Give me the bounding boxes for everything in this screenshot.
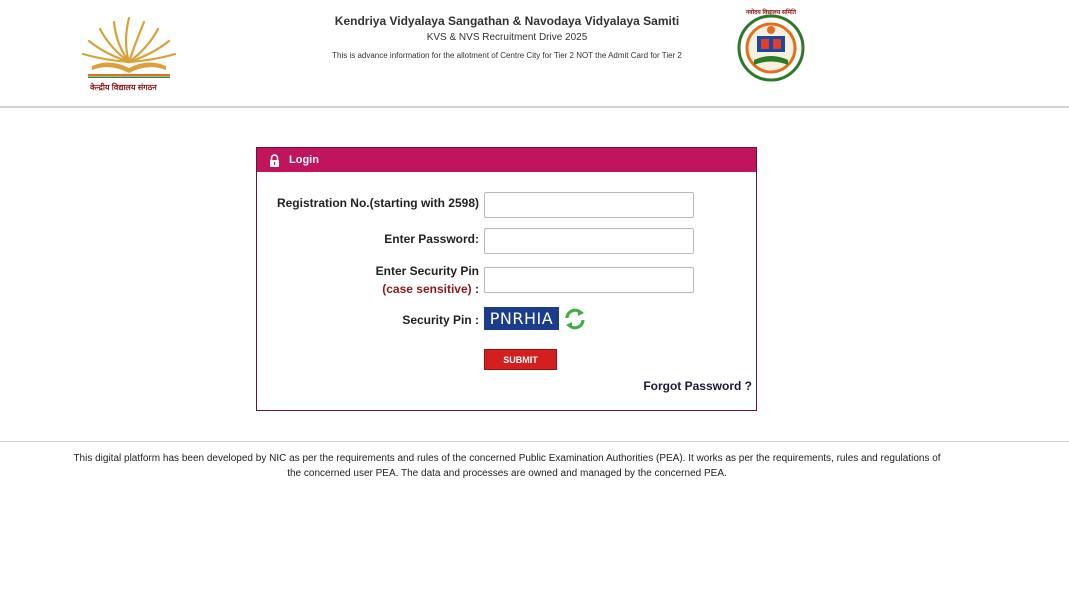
submit-button[interactable]: SUBMIT xyxy=(484,349,557,370)
login-header xyxy=(257,148,756,172)
login-heading: Login xyxy=(289,154,319,166)
page-title: Kendriya Vidyalaya Sangathan & Navodaya Vidyalaya Samiti xyxy=(334,14,680,28)
page-note: This is advance information for the allotment of Centre City for Tier 2 NOT the Admit Card for Tier 2 xyxy=(332,51,682,60)
case-sensitive-colon: : xyxy=(475,282,479,296)
nvs-logo-text: नवोदय विद्यालय समिति xyxy=(745,10,797,16)
lock-icon xyxy=(269,154,280,167)
login-panel xyxy=(256,147,757,411)
footer-disclaimer: This digital platform has been developed by NIC as per the requirements and rules of the concerned Public Examination Authorities (PEA). It works as per the requirements, rules and regulations of the concerned user PEA. The data and processes are owned and managed by the concerned PEA. xyxy=(73,453,941,479)
page-header xyxy=(0,0,1069,108)
security-pin-input[interactable] xyxy=(484,267,694,293)
nvs-logo xyxy=(736,12,806,88)
password-label: Enter Password: xyxy=(384,232,479,246)
forgot-password-link[interactable]: Forgot Password ? xyxy=(643,379,752,393)
refresh-icon[interactable] xyxy=(563,307,587,331)
case-sensitive-text: (case sensitive) xyxy=(382,282,472,296)
captcha-image: PNRHIA xyxy=(484,307,559,330)
password-input[interactable] xyxy=(484,228,694,254)
registration-input[interactable] xyxy=(484,192,694,218)
footer-divider xyxy=(0,441,1069,442)
captcha-label: Security Pin : xyxy=(402,313,479,327)
kvs-logo-text: केन्द्रीय विद्यालय संगठन xyxy=(90,83,157,92)
registration-label: Registration No.(starting with 2598) xyxy=(276,196,479,210)
kvs-logo xyxy=(78,12,180,96)
case-sensitive-note xyxy=(257,282,479,296)
security-pin-label: Enter Security Pin xyxy=(375,264,479,278)
page-subtitle: KVS & NVS Recruitment Drive 2025 xyxy=(426,32,588,43)
